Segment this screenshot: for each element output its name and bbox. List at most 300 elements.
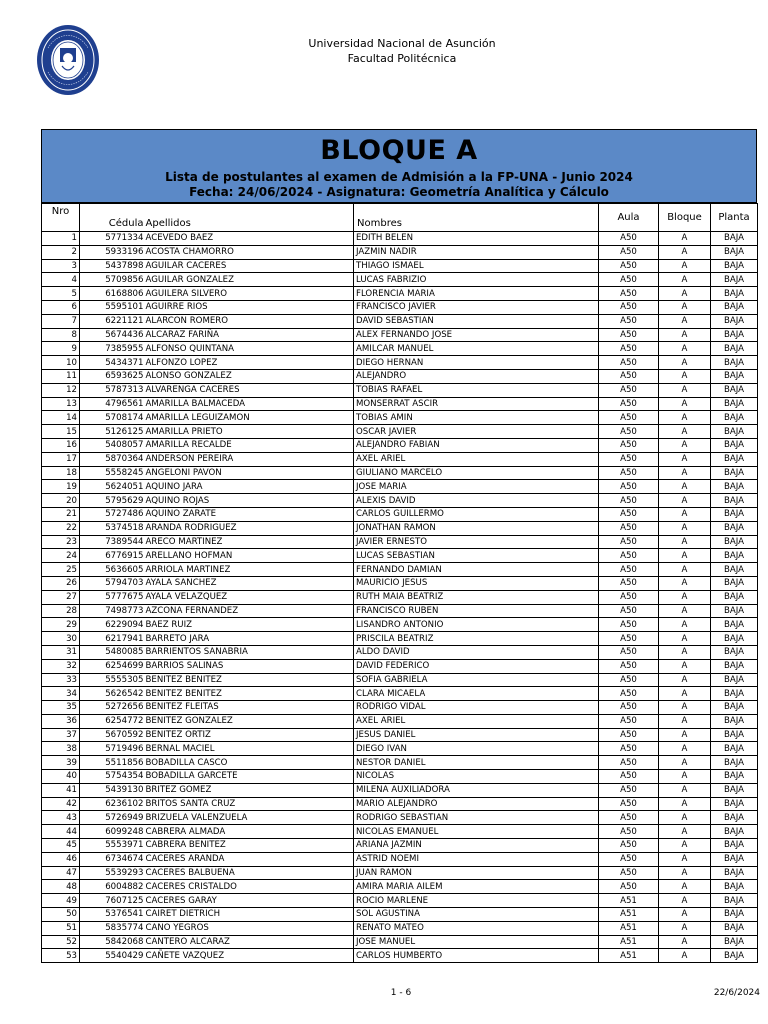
row-bloque: A xyxy=(659,259,711,273)
row-nro: 2 xyxy=(42,245,80,259)
row-nombres: TOBIAS RAFAEL xyxy=(354,383,599,397)
row-aula: A50 xyxy=(599,369,659,383)
table-row xyxy=(42,825,758,839)
row-planta: BAJA xyxy=(711,397,758,411)
row-nombres: ALDO DAVID xyxy=(354,645,599,659)
row-planta: BAJA xyxy=(711,507,758,521)
row-apellidos: AGUILAR CACERES xyxy=(145,259,354,273)
faculty-name: Facultad Politécnica xyxy=(347,52,457,65)
row-planta: BAJA xyxy=(711,287,758,301)
row-bloque: A xyxy=(659,770,711,784)
row-bloque: A xyxy=(659,300,711,314)
row-planta: BAJA xyxy=(711,314,758,328)
block-banner xyxy=(41,129,757,203)
row-apellidos: ARELLANO HOFMAN xyxy=(145,549,354,563)
row-nro: 3 xyxy=(42,259,80,273)
row-aula: A50 xyxy=(599,852,659,866)
row-apellidos: CACERES CRISTALDO xyxy=(145,880,354,894)
row-nombres: CARLOS HUMBERTO xyxy=(354,949,599,963)
row-cedula: 5540429 xyxy=(80,949,145,963)
table-row xyxy=(42,852,758,866)
row-nombres: AXEL ARIEL xyxy=(354,452,599,466)
row-cedula: 5636605 xyxy=(80,563,145,577)
row-bloque: A xyxy=(659,687,711,701)
row-cedula: 6734674 xyxy=(80,852,145,866)
row-planta: BAJA xyxy=(711,935,758,949)
row-nro: 48 xyxy=(42,880,80,894)
row-nombres: EDITH BELEN xyxy=(354,232,599,246)
row-bloque: A xyxy=(659,563,711,577)
column-header-apellidos: Apellidos xyxy=(145,204,354,232)
row-apellidos: ARRIOLA MARTINEZ xyxy=(145,563,354,577)
row-cedula: 5719496 xyxy=(80,742,145,756)
row-planta: BAJA xyxy=(711,328,758,342)
row-apellidos: BENITEZ ORTIZ xyxy=(145,728,354,742)
row-planta: BAJA xyxy=(711,369,758,383)
row-nro: 23 xyxy=(42,535,80,549)
row-aula: A50 xyxy=(599,783,659,797)
row-nro: 45 xyxy=(42,839,80,853)
row-nro: 32 xyxy=(42,659,80,673)
row-planta: BAJA xyxy=(711,342,758,356)
table-row xyxy=(42,701,758,715)
row-planta: BAJA xyxy=(711,949,758,963)
row-nro: 40 xyxy=(42,770,80,784)
row-apellidos: ARECO MARTINEZ xyxy=(145,535,354,549)
row-cedula: 5794703 xyxy=(80,576,145,590)
row-planta: BAJA xyxy=(711,866,758,880)
row-apellidos: AZCONA FERNANDEZ xyxy=(145,604,354,618)
row-aula: A50 xyxy=(599,521,659,535)
row-nombres: NICOLAS xyxy=(354,770,599,784)
row-aula: A50 xyxy=(599,507,659,521)
row-nombres: MARIO ALEJANDRO xyxy=(354,797,599,811)
row-nombres: DIEGO HERNAN xyxy=(354,356,599,370)
table-row xyxy=(42,232,758,246)
row-bloque: A xyxy=(659,356,711,370)
row-aula: A50 xyxy=(599,756,659,770)
row-apellidos: AGUILERA SILVERO xyxy=(145,287,354,301)
column-header-planta: Planta xyxy=(711,204,758,232)
block-title: BLOQUE A xyxy=(320,135,478,166)
row-aula: A50 xyxy=(599,811,659,825)
row-cedula: 5709856 xyxy=(80,273,145,287)
table-row xyxy=(42,356,758,370)
table-row xyxy=(42,383,758,397)
row-bloque: A xyxy=(659,949,711,963)
row-cedula: 5434371 xyxy=(80,356,145,370)
row-nombres: SOFIA GABRIELA xyxy=(354,673,599,687)
row-aula: A50 xyxy=(599,273,659,287)
row-planta: BAJA xyxy=(711,273,758,287)
table-row xyxy=(42,880,758,894)
row-apellidos: AGUIRRE RIOS xyxy=(145,300,354,314)
row-nombres: DAVID SEBASTIAN xyxy=(354,314,599,328)
row-apellidos: BERNAL MACIEL xyxy=(145,742,354,756)
row-aula: A50 xyxy=(599,825,659,839)
row-cedula: 4796561 xyxy=(80,397,145,411)
row-planta: BAJA xyxy=(711,356,758,370)
row-cedula: 6593625 xyxy=(80,369,145,383)
column-header-nombres: Nombres xyxy=(354,204,599,232)
row-apellidos: ALFONZO LOPEZ xyxy=(145,356,354,370)
row-nombres: AXEL ARIEL xyxy=(354,714,599,728)
table-row xyxy=(42,742,758,756)
row-bloque: A xyxy=(659,673,711,687)
row-cedula: 5777675 xyxy=(80,590,145,604)
row-apellidos: AMARILLA RECALDE xyxy=(145,438,354,452)
row-nro: 8 xyxy=(42,328,80,342)
row-nro: 21 xyxy=(42,507,80,521)
row-cedula: 5670592 xyxy=(80,728,145,742)
table-row xyxy=(42,452,758,466)
row-aula: A51 xyxy=(599,921,659,935)
row-cedula: 6004882 xyxy=(80,880,145,894)
row-nombres: TOBIAS AMIN xyxy=(354,411,599,425)
row-nombres: ARIANA JAZMIN xyxy=(354,839,599,853)
row-apellidos: ANGELONI PAVON xyxy=(145,466,354,480)
row-nombres: RODRIGO SEBASTIAN xyxy=(354,811,599,825)
applicants-table xyxy=(41,203,758,963)
row-planta: BAJA xyxy=(711,411,758,425)
row-apellidos: ALVARENGA CACERES xyxy=(145,383,354,397)
row-planta: BAJA xyxy=(711,232,758,246)
row-planta: BAJA xyxy=(711,921,758,935)
row-cedula: 5870364 xyxy=(80,452,145,466)
row-bloque: A xyxy=(659,273,711,287)
row-cedula: 5624051 xyxy=(80,480,145,494)
row-apellidos: AMARILLA LEGUIZAMON xyxy=(145,411,354,425)
row-nombres: LUCAS FABRIZIO xyxy=(354,273,599,287)
row-aula: A50 xyxy=(599,328,659,342)
row-nombres: JOSE MANUEL xyxy=(354,935,599,949)
row-nro: 37 xyxy=(42,728,80,742)
row-nombres: ASTRID NOEMI xyxy=(354,852,599,866)
row-aula: A50 xyxy=(599,673,659,687)
row-bloque: A xyxy=(659,921,711,935)
row-nombres: LUCAS SEBASTIAN xyxy=(354,549,599,563)
row-apellidos: ALONSO GONZALEZ xyxy=(145,369,354,383)
row-bloque: A xyxy=(659,618,711,632)
row-bloque: A xyxy=(659,756,711,770)
row-bloque: A xyxy=(659,590,711,604)
row-apellidos: CABRERA BENITEZ xyxy=(145,839,354,853)
row-planta: BAJA xyxy=(711,811,758,825)
row-apellidos: BRITEZ GOMEZ xyxy=(145,783,354,797)
row-planta: BAJA xyxy=(711,549,758,563)
table-row xyxy=(42,411,758,425)
row-apellidos: ALCARAZ FARIÑA xyxy=(145,328,354,342)
row-nro: 27 xyxy=(42,590,80,604)
row-nro: 50 xyxy=(42,908,80,922)
row-cedula: 5553971 xyxy=(80,839,145,853)
table-row xyxy=(42,604,758,618)
row-cedula: 5727486 xyxy=(80,507,145,521)
row-apellidos: CANO YEGROS xyxy=(145,921,354,935)
table-row xyxy=(42,287,758,301)
row-nro: 14 xyxy=(42,411,80,425)
row-cedula: 6099248 xyxy=(80,825,145,839)
row-planta: BAJA xyxy=(711,645,758,659)
row-aula: A50 xyxy=(599,494,659,508)
table-row xyxy=(42,590,758,604)
row-apellidos: BRITOS SANTA CRUZ xyxy=(145,797,354,811)
row-cedula: 7607125 xyxy=(80,894,145,908)
row-planta: BAJA xyxy=(711,894,758,908)
row-nro: 43 xyxy=(42,811,80,825)
row-nro: 47 xyxy=(42,866,80,880)
row-nro: 15 xyxy=(42,425,80,439)
row-cedula: 6221121 xyxy=(80,314,145,328)
row-bloque: A xyxy=(659,645,711,659)
row-planta: BAJA xyxy=(711,245,758,259)
row-planta: BAJA xyxy=(711,701,758,715)
row-bloque: A xyxy=(659,549,711,563)
column-header-aula: Aula xyxy=(599,204,659,232)
row-cedula: 5795629 xyxy=(80,494,145,508)
table-row xyxy=(42,866,758,880)
row-nro: 35 xyxy=(42,701,80,715)
row-nro: 19 xyxy=(42,480,80,494)
row-cedula: 5787313 xyxy=(80,383,145,397)
row-nombres: MAURICIO JESUS xyxy=(354,576,599,590)
row-planta: BAJA xyxy=(711,797,758,811)
row-bloque: A xyxy=(659,908,711,922)
row-nombres: RODRIGO VIDAL xyxy=(354,701,599,715)
row-cedula: 7385955 xyxy=(80,342,145,356)
column-header-nro: Nro xyxy=(42,204,80,232)
row-aula: A50 xyxy=(599,245,659,259)
row-aula: A50 xyxy=(599,880,659,894)
row-cedula: 5558245 xyxy=(80,466,145,480)
row-apellidos: AMARILLA PRIETO xyxy=(145,425,354,439)
row-cedula: 5126125 xyxy=(80,425,145,439)
row-bloque: A xyxy=(659,411,711,425)
row-apellidos: ACOSTA CHAMORRO xyxy=(145,245,354,259)
row-aula: A50 xyxy=(599,300,659,314)
row-bloque: A xyxy=(659,825,711,839)
table-row xyxy=(42,949,758,963)
row-apellidos: CABRERA ALMADA xyxy=(145,825,354,839)
row-planta: BAJA xyxy=(711,825,758,839)
row-apellidos: ALARCON ROMERO xyxy=(145,314,354,328)
row-nombres: DIEGO IVAN xyxy=(354,742,599,756)
row-planta: BAJA xyxy=(711,480,758,494)
row-aula: A50 xyxy=(599,659,659,673)
row-aula: A50 xyxy=(599,425,659,439)
row-cedula: 5595101 xyxy=(80,300,145,314)
table-row xyxy=(42,632,758,646)
row-aula: A50 xyxy=(599,563,659,577)
row-nombres: CARLOS GUILLERMO xyxy=(354,507,599,521)
table-row xyxy=(42,314,758,328)
row-nombres: JONATHAN RAMON xyxy=(354,521,599,535)
row-apellidos: ANDERSON PEREIRA xyxy=(145,452,354,466)
row-bloque: A xyxy=(659,701,711,715)
table-row xyxy=(42,300,758,314)
row-aula: A50 xyxy=(599,687,659,701)
column-header-bloque: Bloque xyxy=(659,204,711,232)
row-cedula: 5408057 xyxy=(80,438,145,452)
table-row xyxy=(42,714,758,728)
row-aula: A50 xyxy=(599,618,659,632)
row-apellidos: ARANDA RODRIGUEZ xyxy=(145,521,354,535)
row-bloque: A xyxy=(659,742,711,756)
row-planta: BAJA xyxy=(711,687,758,701)
row-aula: A50 xyxy=(599,632,659,646)
table-row xyxy=(42,494,758,508)
row-nro: 17 xyxy=(42,452,80,466)
row-bloque: A xyxy=(659,894,711,908)
table-row xyxy=(42,425,758,439)
row-planta: BAJA xyxy=(711,770,758,784)
row-planta: BAJA xyxy=(711,783,758,797)
page-number: 1 - 6 xyxy=(390,988,412,998)
table-row xyxy=(42,438,758,452)
row-bloque: A xyxy=(659,342,711,356)
row-nro: 49 xyxy=(42,894,80,908)
table-row xyxy=(42,245,758,259)
table-row xyxy=(42,894,758,908)
row-aula: A51 xyxy=(599,949,659,963)
table-row xyxy=(42,811,758,825)
row-aula: A50 xyxy=(599,866,659,880)
row-apellidos: CACERES GARAY xyxy=(145,894,354,908)
row-nombres: FLORENCIA MARIA xyxy=(354,287,599,301)
row-aula: A50 xyxy=(599,287,659,301)
row-planta: BAJA xyxy=(711,728,758,742)
row-bloque: A xyxy=(659,839,711,853)
row-nro: 25 xyxy=(42,563,80,577)
row-apellidos: BARRETO JARA xyxy=(145,632,354,646)
row-nro: 39 xyxy=(42,756,80,770)
row-aula: A50 xyxy=(599,535,659,549)
row-cedula: 5726949 xyxy=(80,811,145,825)
table-row xyxy=(42,839,758,853)
row-aula: A50 xyxy=(599,232,659,246)
row-nro: 10 xyxy=(42,356,80,370)
row-cedula: 6254699 xyxy=(80,659,145,673)
column-header-cedula: Cédula xyxy=(80,204,145,232)
row-planta: BAJA xyxy=(711,880,758,894)
row-nro: 51 xyxy=(42,921,80,935)
row-bloque: A xyxy=(659,507,711,521)
row-planta: BAJA xyxy=(711,300,758,314)
row-planta: BAJA xyxy=(711,618,758,632)
row-apellidos: BOBADILLA GARCETE xyxy=(145,770,354,784)
row-planta: BAJA xyxy=(711,576,758,590)
row-planta: BAJA xyxy=(711,714,758,728)
row-cedula: 6168806 xyxy=(80,287,145,301)
row-cedula: 5626542 xyxy=(80,687,145,701)
row-planta: BAJA xyxy=(711,908,758,922)
row-nro: 12 xyxy=(42,383,80,397)
row-nro: 24 xyxy=(42,549,80,563)
row-bloque: A xyxy=(659,369,711,383)
row-bloque: A xyxy=(659,452,711,466)
row-nombres: JUAN RAMON xyxy=(354,866,599,880)
row-bloque: A xyxy=(659,314,711,328)
row-cedula: 5555305 xyxy=(80,673,145,687)
table-row xyxy=(42,770,758,784)
institution-header xyxy=(0,36,768,66)
row-planta: BAJA xyxy=(711,673,758,687)
row-nro: 4 xyxy=(42,273,80,287)
row-cedula: 5674436 xyxy=(80,328,145,342)
row-nro: 18 xyxy=(42,466,80,480)
table-row xyxy=(42,521,758,535)
table-row xyxy=(42,480,758,494)
row-cedula: 5835774 xyxy=(80,921,145,935)
row-cedula: 5708174 xyxy=(80,411,145,425)
row-cedula: 5272656 xyxy=(80,701,145,715)
row-cedula: 5511856 xyxy=(80,756,145,770)
row-cedula: 5539293 xyxy=(80,866,145,880)
table-row xyxy=(42,549,758,563)
row-aula: A50 xyxy=(599,576,659,590)
row-cedula: 5439130 xyxy=(80,783,145,797)
row-bloque: A xyxy=(659,783,711,797)
table-body xyxy=(42,232,758,963)
row-apellidos: BOBADILLA CASCO xyxy=(145,756,354,770)
table-row xyxy=(42,783,758,797)
table-row xyxy=(42,273,758,287)
row-planta: BAJA xyxy=(711,632,758,646)
row-bloque: A xyxy=(659,425,711,439)
row-bloque: A xyxy=(659,480,711,494)
row-nombres: JAZMIN NADIR xyxy=(354,245,599,259)
row-nombres: LISANDRO ANTONIO xyxy=(354,618,599,632)
row-nombres: MILENA AUXILIADORA xyxy=(354,783,599,797)
row-nombres: JOSE MARIA xyxy=(354,480,599,494)
row-cedula: 5374518 xyxy=(80,521,145,535)
row-cedula: 5480085 xyxy=(80,645,145,659)
row-nombres: ALEX FERNANDO JOSE xyxy=(354,328,599,342)
row-aula: A50 xyxy=(599,452,659,466)
table-row xyxy=(42,397,758,411)
row-nombres: ALEJANDRO xyxy=(354,369,599,383)
row-apellidos: AYALA SANCHEZ xyxy=(145,576,354,590)
row-nro: 41 xyxy=(42,783,80,797)
row-aula: A50 xyxy=(599,645,659,659)
row-planta: BAJA xyxy=(711,839,758,853)
row-nro: 11 xyxy=(42,369,80,383)
row-nombres: ALEJANDRO FABIAN xyxy=(354,438,599,452)
row-cedula: 5437898 xyxy=(80,259,145,273)
table-row xyxy=(42,563,758,577)
row-bloque: A xyxy=(659,714,711,728)
row-planta: BAJA xyxy=(711,425,758,439)
row-cedula: 5842068 xyxy=(80,935,145,949)
row-aula: A50 xyxy=(599,411,659,425)
row-nombres: FERNANDO DAMIAN xyxy=(354,563,599,577)
row-aula: A50 xyxy=(599,770,659,784)
row-nro: 46 xyxy=(42,852,80,866)
row-nombres: AMILCAR MANUEL xyxy=(354,342,599,356)
row-aula: A50 xyxy=(599,701,659,715)
row-aula: A50 xyxy=(599,480,659,494)
row-bloque: A xyxy=(659,245,711,259)
row-bloque: A xyxy=(659,880,711,894)
row-bloque: A xyxy=(659,521,711,535)
row-aula: A50 xyxy=(599,383,659,397)
row-bloque: A xyxy=(659,535,711,549)
row-planta: BAJA xyxy=(711,521,758,535)
table-row xyxy=(42,659,758,673)
row-nombres: JAVIER ERNESTO xyxy=(354,535,599,549)
row-bloque: A xyxy=(659,852,711,866)
row-cedula: 6236102 xyxy=(80,797,145,811)
